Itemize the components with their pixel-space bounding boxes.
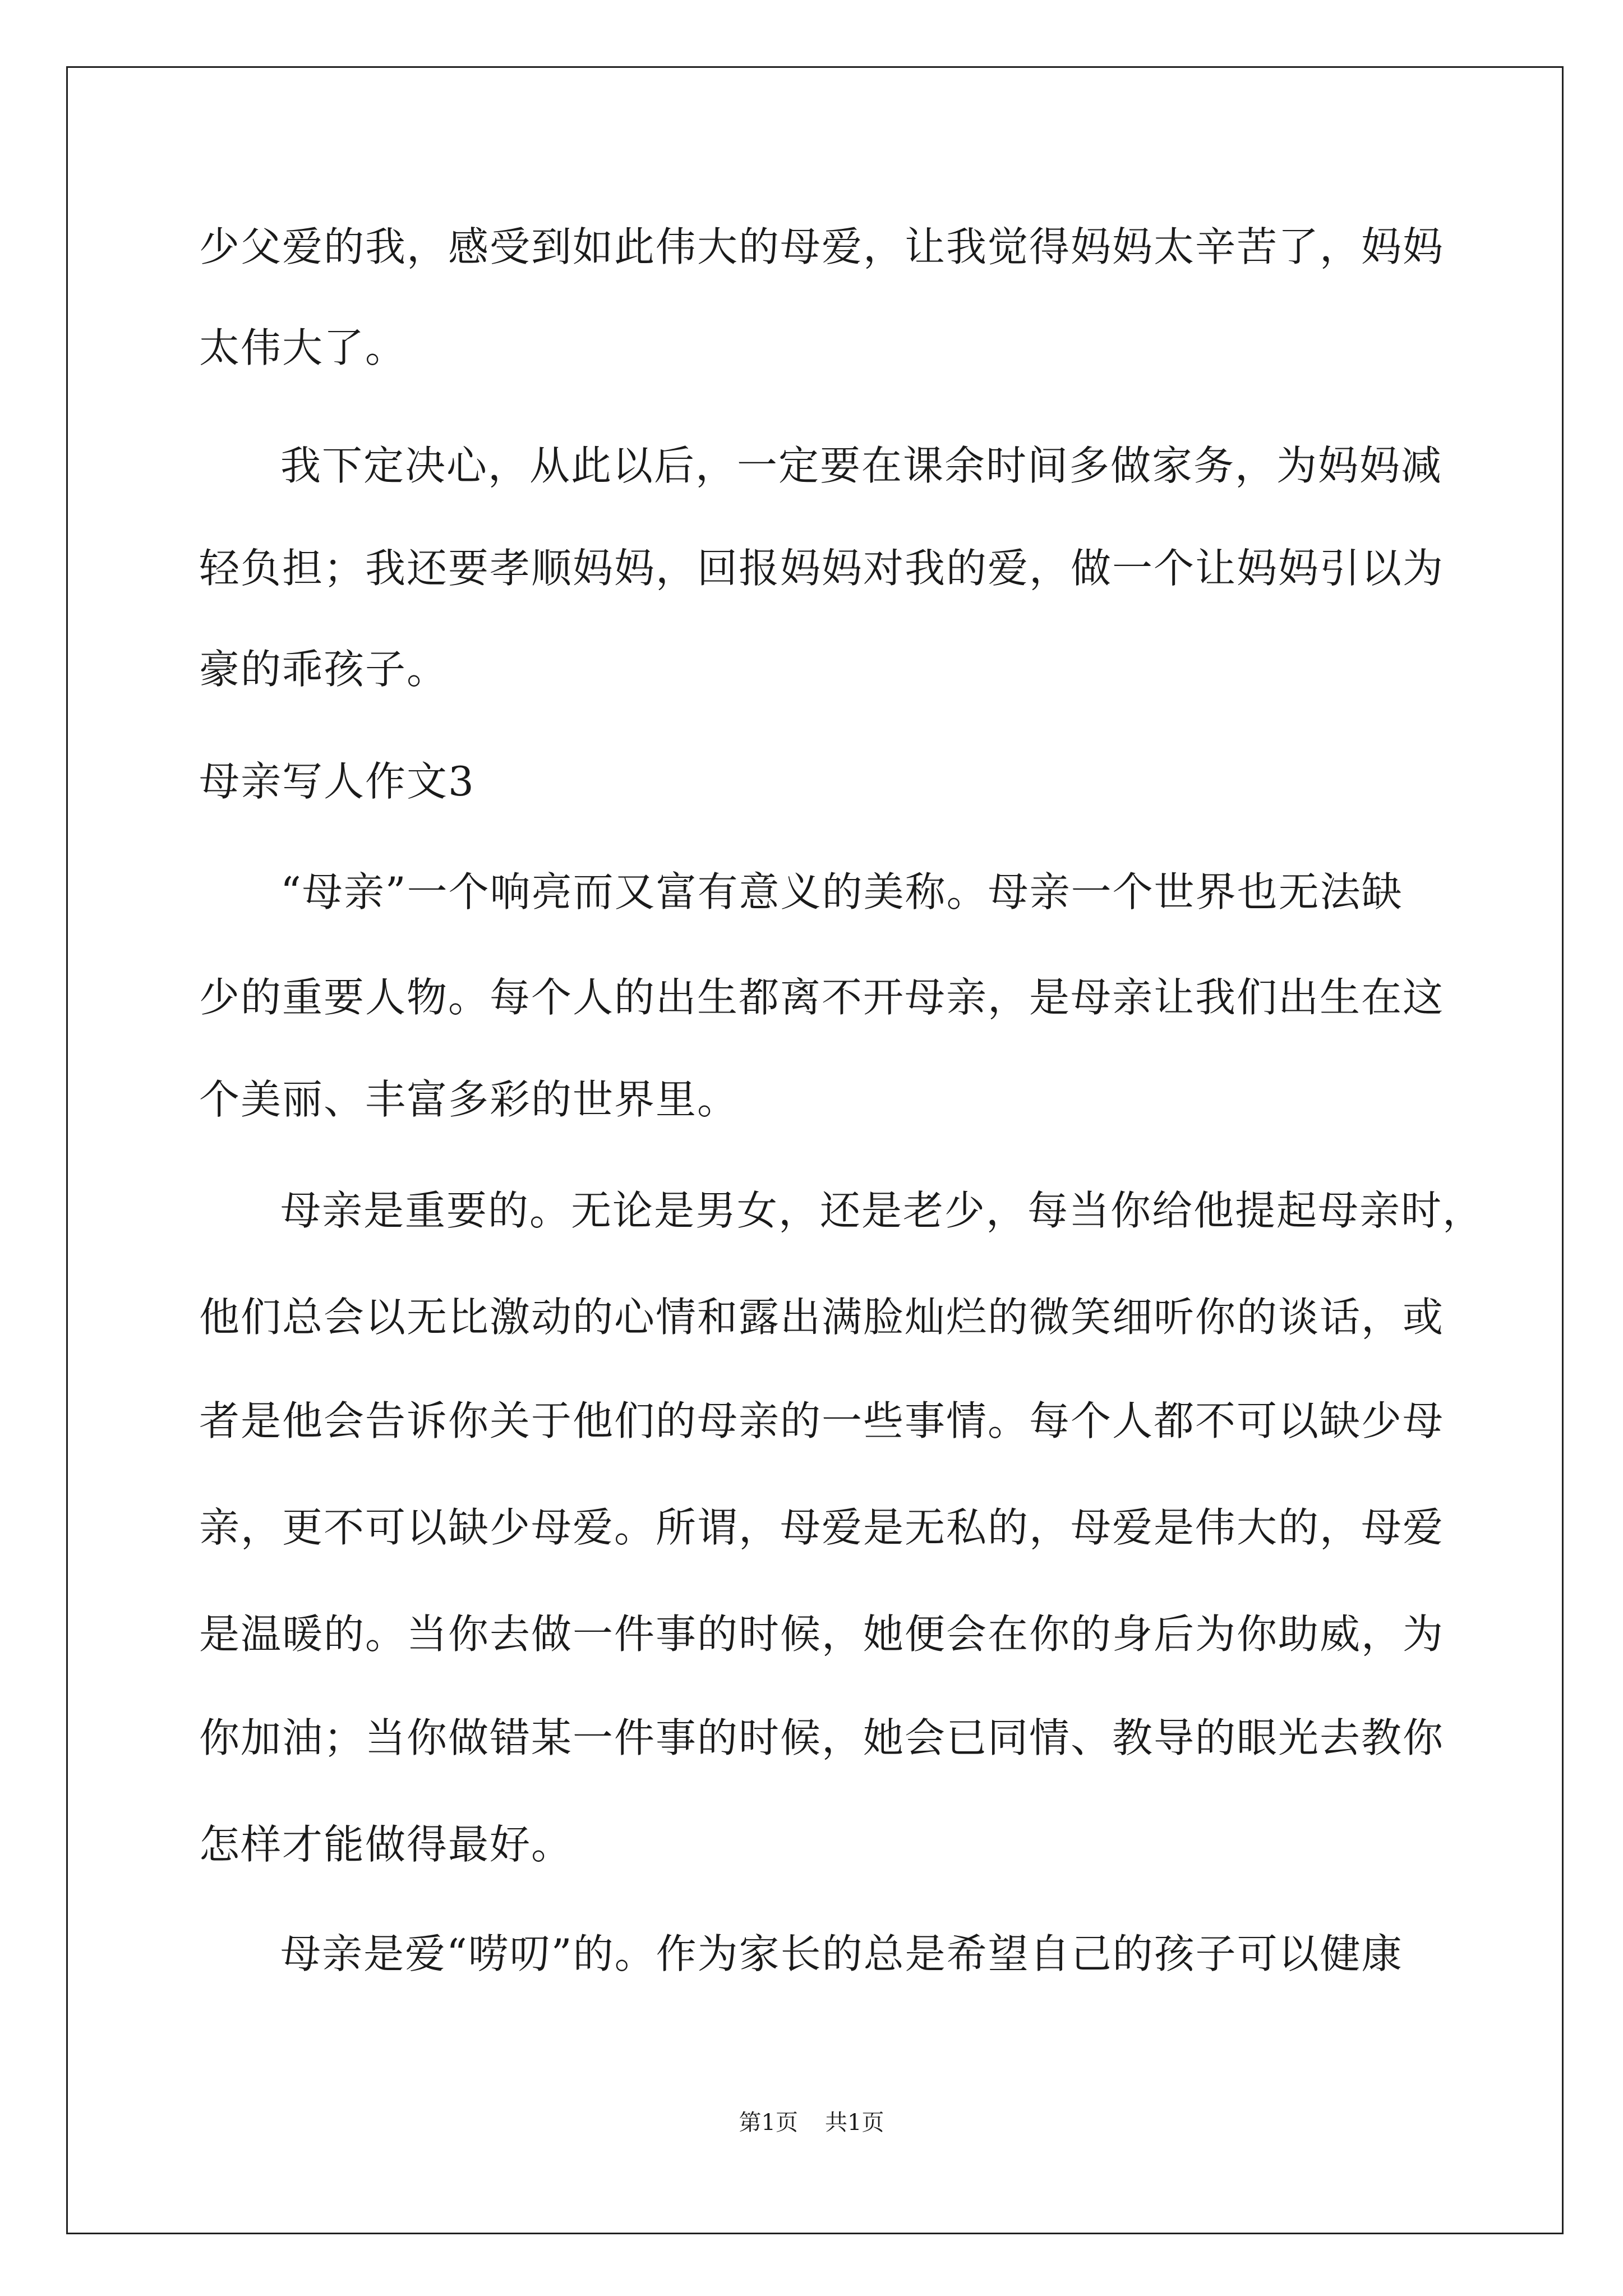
text-line: 者是他会告诉你关于他们的母亲的一些事情。每个人都不可以缺少母 <box>199 1397 1445 1444</box>
text-line: 太伟大了。 <box>199 324 407 371</box>
text-line: 个美丽、丰富多彩的世界里。 <box>199 1076 739 1123</box>
text-line: 轻负担；我还要孝顺妈妈，回报妈妈对我的爱，做一个让妈妈引以为 <box>199 545 1445 592</box>
text-line: 豪的乖孩子。 <box>199 646 449 693</box>
text-line: 怎样才能做得最好。 <box>199 1821 573 1868</box>
section-heading: 母亲写人作文3 <box>199 758 475 805</box>
page-total: 共1页 <box>825 2110 884 2136</box>
text-line: 亲，更不可以缺少母爱。所谓，母爱是无私的，母爱是伟大的，母爱 <box>199 1504 1445 1551</box>
text-line: 是温暖的。当你去做一件事的时候，她便会在你的身后为你助威，为 <box>199 1611 1445 1658</box>
paragraph-start: “母亲”一个响亮而又富有意义的美称。母亲一个世界也无法缺 <box>280 868 1403 915</box>
page-number: 第1页 <box>739 2110 798 2136</box>
page-footer <box>0 2108 1623 2137</box>
text-line: 他们总会以无比激动的心情和露出满脸灿烂的微笑细听你的谈话，或 <box>199 1294 1445 1341</box>
text-line: 你加油；当你做错某一件事的时候，她会已同情、教导的眼光去教你 <box>199 1714 1445 1761</box>
text-line: 少父爱的我，感受到如此伟大的母爱，让我觉得妈妈太辛苦了，妈妈 <box>199 223 1445 270</box>
paragraph-start: 母亲是重要的。无论是男女，还是老少，每当你给他提起母亲时， <box>280 1187 1484 1234</box>
page-border <box>66 66 1564 2234</box>
paragraph-start: 我下定决心，从此以后，一定要在课余时间多做家务，为妈妈减 <box>280 442 1443 489</box>
paragraph-start: 母亲是爱“唠叨”的。作为家长的总是希望自己的孩子可以健康 <box>280 1930 1403 1977</box>
text-line: 少的重要人物。每个人的出生都离不开母亲，是母亲让我们出生在这 <box>199 974 1445 1021</box>
